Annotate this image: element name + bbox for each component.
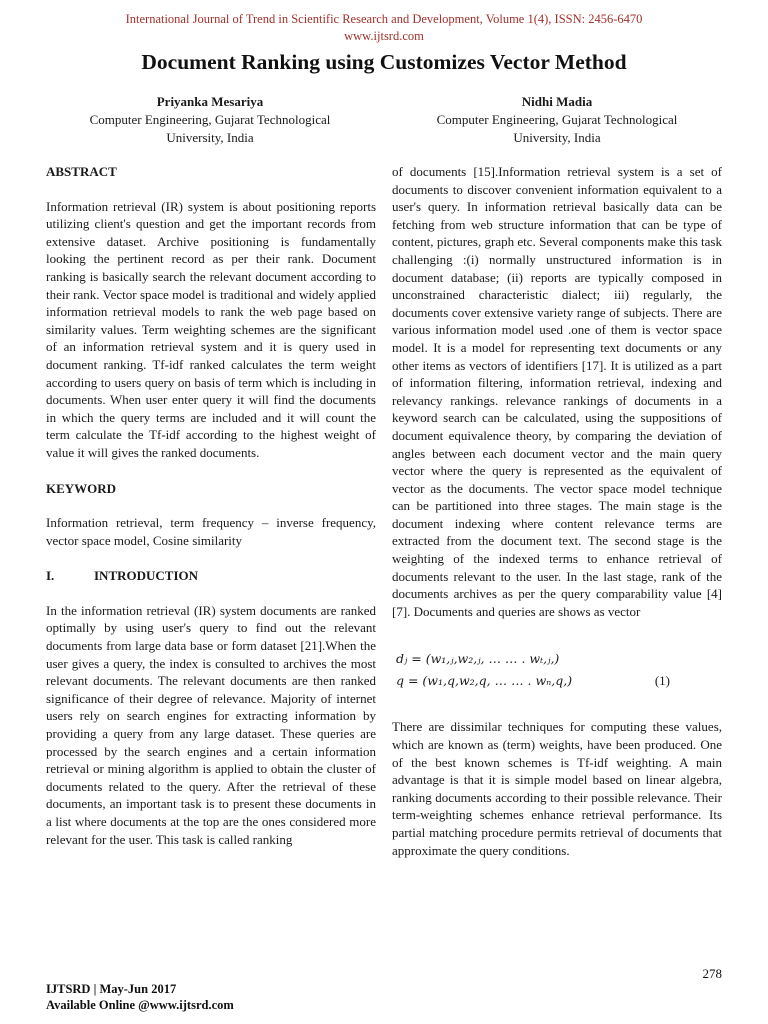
equation-block: [392, 648, 722, 692]
intro-paragraph-1: In the information retrieval (IR) system documents are ranked optimally by using user's query to find out the relevant documents from large data base or form dataset [21].When the user gives a query, the index is consulted to archives the most relevant documents. The relevant documents are then ranked significance of their degree of relevance. Majority of internet users rely on search engines for extracting information by providing a query from any large dataset. These queries are processed by the search engines and a certain information retrieval or mining algorithm is applied to obtain the cluster of documents related to the query. After the retrieval of these documents, an important task is to present these documents in a list where documents at the top are the ones considered more relevant for the user. This task is called ranking: [46, 602, 376, 847]
keyword-text: Information retrieval, term frequency – inverse frequency, vector space model, Cosine similarity: [46, 515, 376, 548]
journal-header: International Journal of Trend in Scientific Research and Development, Volume 1(4), ISSN: 2456-6470: [125, 12, 643, 26]
author-block-2: [392, 93, 722, 147]
author-block-1: [45, 93, 375, 147]
footer-issue: IJTSRD | May-Jun 2017: [46, 982, 177, 996]
equation-doc-vector: dⱼ = (w₁,ⱼ,w₂,ⱼ, … … . wₜ,ⱼ,): [396, 651, 560, 667]
intro-paragraph-3: There are dissimilar techniques for computing these values, which are known as (term) weights, have been produced. One of the best known schemes is Tf-idf weighting. A main advantage is that it is simple model based on linear algebra, ranking documents according to their possible relevance. Their term-weighting schemes enhance retrieval performance. Its partial matching procedure permits retrieval of documents that approximate the query conditions.: [392, 719, 722, 858]
abstract-heading: ABSTRACT: [46, 164, 117, 179]
paper-title: Document Ranking using Customizes Vector Method: [141, 50, 627, 74]
author-name: Nidhi Madia: [521, 94, 593, 109]
right-column: [392, 163, 722, 859]
intro-paragraph-2: of documents [15].Information retrieval system is a set of documents to discover convenient information equivalent to a user's query. In information retrieval basically data can be fetching from web structure information that can be type of content, pictures, graph etc. Several components make this task challenging :(i) normally unstructured information is in document database; (ii) reports are typically composed in unconstrained characteristic dialect; iii) regularly, the documents cover extensive variety range of subjects. There are various information model used .one of them is vector space model. It is a model for representing text documents or any other items as vectors of identifiers [17]. It is utilized as a part of information filtering, information retrieval, indexing and relevancy rankings. relevance rankings of documents in a keyword search can be calculated, using the suppositions of document equivalence theory, by comparing the deviation of angles between each document vector and the main query vector where the query is represented as the equivalent of vector as the documents. The vector space model technique can be partitioned into three stages. The main stage is the document indexing where content relevance terms are extracted from the document text. The second stage is the weighting of the indexed terms to enhance retrieval of documents relevant to the user. In the last stage, rank of the documents archives as per the query comparability value [4] [7]. Documents and queries are shows as vector: [392, 164, 722, 619]
section-title: INTRODUCTION: [94, 568, 199, 584]
abstract-text: Information retrieval (IR) system is about positioning reports utilizing client's question and get the important records from extensive dataset. Archive positioning is fundamentally looking the pertinent record as per their rank. Document ranking is basically search the relevant document according to their rank. Vector space model is traditional and widely applied information retrieval models to rank the web page based on similarity values. Term weighting schemes are the significant of an information retrieval system and it is query used in document ranking. Tf-idf ranked calculates the term weight according to users query on basis of term which is including in documents. When user enter query it will find the documents in which the query terms are included and it will count the term calculate the Tf-idf according to the highest weight of value it will gives the ranked documents.: [46, 198, 376, 460]
equation-2: [392, 670, 722, 692]
journal-url[interactable]: www.ijtsrd.com: [344, 29, 424, 43]
author-affiliation: University, India: [166, 130, 254, 145]
author-dept: Computer Engineering, Gujarat Technological: [436, 112, 678, 127]
keyword-heading: KEYWORD: [46, 480, 117, 496]
author-affiliation: University, India: [513, 130, 601, 145]
equation-query-vector: q = (w₁,q,w₂,q, … … . wₙ,q,): [396, 673, 573, 689]
section-number: I.: [46, 568, 55, 584]
footer: [46, 981, 234, 1013]
page-number: 278: [702, 966, 722, 981]
author-dept: Computer Engineering, Gujarat Technological: [89, 112, 331, 127]
footer-availability[interactable]: Available Online @www.ijtsrd.com: [46, 998, 234, 1012]
left-column: [46, 163, 376, 848]
introduction-heading: [46, 567, 376, 585]
equation-number: (1): [654, 673, 670, 689]
equation-1: [392, 648, 722, 670]
author-name: Priyanka Mesariya: [156, 94, 264, 109]
